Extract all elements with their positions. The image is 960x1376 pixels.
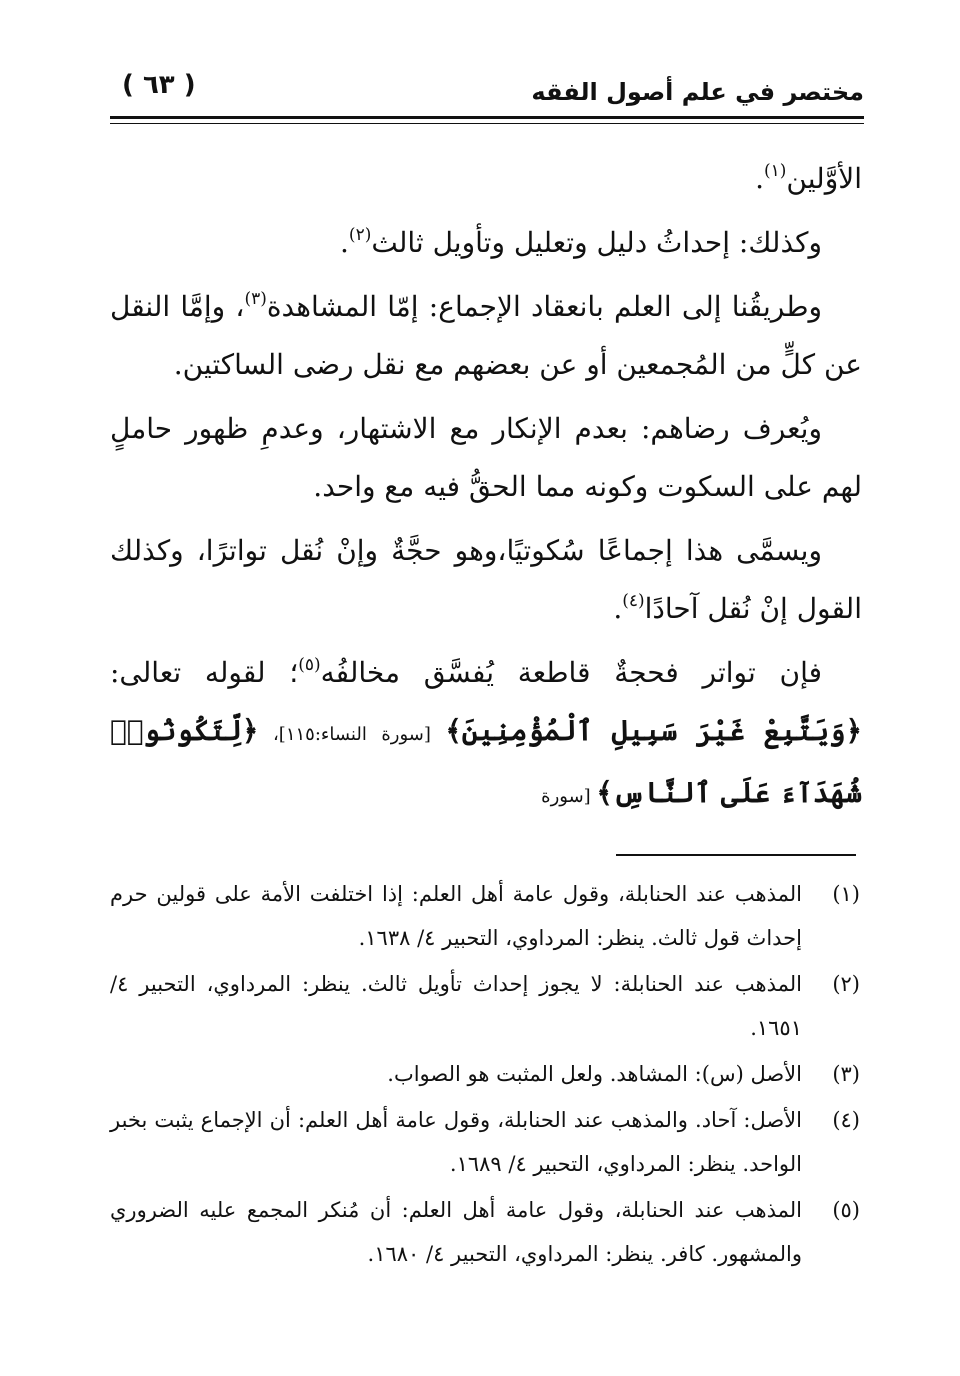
footnote-ref-5: (٥): [298, 655, 321, 675]
paragraph-6-text-a: فإن تواتر فحجةٌ قاطعة يُفسَّق مخالفُه: [320, 656, 822, 689]
paragraph-2-text: وكذلك: إحداثُ دليل وتعليل وتأويل ثالث: [371, 226, 822, 259]
paragraph-5-text: ويسمَّى هذا إجماعًا سُكوتيًا،وهو حجَّةٌ وإنْ نُقل تواترًا، وكذلك القول إنْ نُقل آحادًا: [110, 534, 862, 625]
paragraph-2: [110, 214, 862, 272]
footnote-number: (١): [832, 882, 860, 906]
footnote-number: (٤): [832, 1108, 860, 1132]
footnote-2: [110, 962, 860, 1050]
footnote-text: المذهب عند الحنابلة: لا يجوز إحداث تأويل ثالث. ينظر: المرداوي، التحبير ٤/ ١٦٥١.: [110, 972, 802, 1040]
footnote-number: (٥): [832, 1198, 860, 1222]
header-rule-thick: [110, 116, 864, 119]
footnote-3: [110, 1052, 860, 1096]
footnote-number: (٢): [832, 972, 860, 996]
paragraph-6: [110, 644, 862, 826]
footnote-ref-2: (٢): [348, 225, 372, 245]
paragraph-3-text-a: وطريقُنا إلى العلم بانعقاد الإجماع: إمّا المشاهدة: [266, 290, 823, 323]
quran-verse-2: ﴿لِّتَكُونُوا۟ شُهَدَآءَ عَلَى ٱلنَّاسِ﴾: [110, 714, 862, 809]
main-text: [110, 150, 862, 832]
paragraph-6-text-b: ؛ لقوله تعالى:: [110, 656, 299, 689]
footnote-text: الأصل: آحاد. والمذهب عند الحنابلة، وقول عامة أهل العلم: أن الإجماع يثبت بخبر الواحد. ينظر: المرداوي، التحبير ٤/ ١٦٨٩.: [110, 1108, 802, 1176]
paragraph-2-end: .: [340, 226, 349, 259]
page-number: ( ٦٣ ): [122, 70, 196, 100]
book-title: مختصر في علم أصول الفقه: [531, 78, 864, 106]
paragraph-3-text-b: ، وإمَّا النقل عن كلٍّ من المُجمعين أو عن بعضهم مع نقل رضى الساكتين.: [110, 290, 862, 381]
footnote-separator: [616, 854, 856, 856]
header-rule-thin: [110, 123, 864, 124]
quran-verse-1: ﴿وَيَتَّبِعْ غَيْرَ سَبِيلِ ٱلْمُؤْمِنِينَ﴾: [445, 714, 862, 747]
footnote-ref-4: (٤): [622, 591, 645, 611]
footnote-number: (٣): [832, 1062, 860, 1086]
footnote-5: [110, 1188, 860, 1276]
footnotes: [110, 872, 860, 1278]
paragraph-1: [110, 150, 862, 208]
paragraph-1-end: .: [755, 162, 764, 195]
paragraph-1-text: الأوَّلين: [786, 162, 862, 195]
footnote-1: [110, 872, 860, 960]
footnote-text: الأصل (س): المشاهد. ولعل المثبت هو الصواب.: [387, 1062, 802, 1086]
surah-reference-2: [سورة: [541, 786, 597, 807]
footnote-ref-3: (٣): [244, 289, 267, 309]
surah-reference-1: [سورة النساء:١١٥]،: [258, 724, 446, 745]
footnote-ref-1: (١): [764, 161, 787, 181]
page-header: [110, 66, 864, 116]
paragraph-4-text: ويُعرف رضاهم: بعدم الإنكار مع الاشتهار، وعدمِ ظهور حاملٍ لهم على السكوت وكونه مما الحقُّ فيه مع واحد.: [110, 412, 862, 503]
paragraph-5: [110, 522, 862, 638]
paragraph-5-end: .: [613, 592, 623, 625]
paragraph-3: [110, 278, 862, 394]
footnote-text: المذهب عند الحنابلة، وقول عامة أهل العلم: إذا اختلفت الأمة على قولين حرم إحداث قول ثالث. ينظر: المرداوي، التحبير ٤/ ١٦٣٨.: [110, 882, 802, 950]
footnote-text: المذهب عند الحنابلة، وقول عامة أهل العلم: أن مُنكر المجمع عليه الضروري والمشهور. كافر. ينظر: المرداوي، التحبير ٤/ ١٦٨٠.: [110, 1198, 802, 1266]
footnote-4: [110, 1098, 860, 1186]
paragraph-4: [110, 400, 862, 516]
